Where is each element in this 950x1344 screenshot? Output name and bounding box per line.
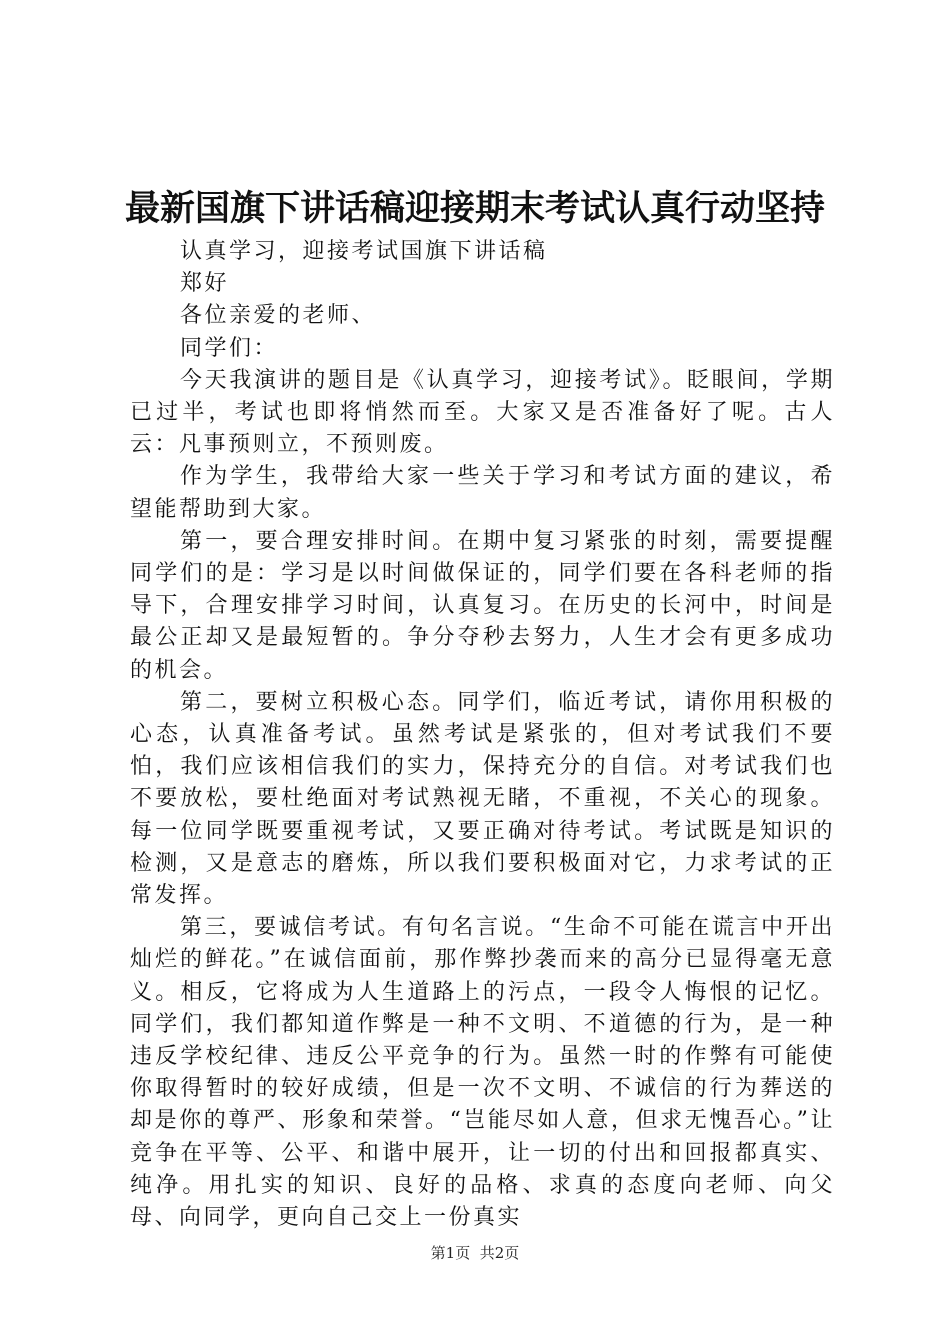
document-body bbox=[130, 236, 835, 1234]
author-paragraph: 郑好 bbox=[180, 271, 230, 297]
document-title: 最新国旗下讲话稿迎接期末考试认真行动坚持 bbox=[124, 188, 825, 229]
page-footer bbox=[0, 1243, 950, 1263]
intro-paragraph: 今天我演讲的题目是《认真学习，迎接考试》。眨眼间，学期已过半，考试也即将悄然而至。大家又是否准备好了呢。古人云：凡事预则立，不预则废。 bbox=[130, 367, 835, 458]
suggestion-intro-paragraph: 作为学生，我带给大家一些关于学习和考试方面的建议，希望能帮助到大家。 bbox=[130, 464, 835, 522]
greeting-teachers-paragraph: 各位亲爱的老师、 bbox=[180, 303, 377, 329]
subtitle-paragraph: 认真学习，迎接考试国旗下讲话稿 bbox=[180, 239, 548, 264]
greeting-students-paragraph: 同学们： bbox=[180, 335, 279, 361]
page-total: 共2页 bbox=[479, 1244, 520, 1262]
page-number: 第1页 bbox=[430, 1244, 471, 1262]
point-two-paragraph: 第二，要树立积极心态。同学们，临近考试，请你用积极的心态，认真准备考试。虽然考试是紧张的，但对考试我们不要怕，我们应该相信我们的实力，保持充分的自信。对考试我们也不要放松，要杜绝面对考试熟视无睹，不重视，不关心的现象。每一位同学既要重视考试，又要正确对待考试。考试既是知识的检测，又是意志的磨炼，所以我们要积极面对它，力求考试的正常发挥。 bbox=[130, 689, 835, 909]
point-three-paragraph: 第三，要诚信考试。有句名言说。“生命不可能在谎言中开出灿烂的鲜花。”在诚信面前，那作弊抄袭而来的高分已显得毫无意义。相反，它将成为人生道路上的污点，一段令人悔恨的记忆。同学们，我们都知道作弊是一种不文明、不道德的行为，是一种违反学校纪律、违反公平竞争的行为。虽然一时的作弊有可能使你取得暂时的较好成绩，但是一次不文明、不诚信的行为葬送的却是你的尊严、形象和荣誉。“岂能尽如人意，但求无愧吾心。”让竞争在平等、公平、和谐中展开，让一切的付出和回报都真实、纯净。用扎实的知识、良好的品格、求真的态度向老师、向父母、向同学，更向自己交上一份真实 bbox=[130, 915, 835, 1231]
point-one-paragraph: 第一，要合理安排时间。在期中复习紧张的时刻，需要提醒同学们的是：学习是以时间做保证的，同学们要在各科老师的指导下，合理安排学习时间，认真复习。在历史的长河中，时间是最公正却又是最短暂的。争分夺秒去努力，人生才会有更多成功的机会。 bbox=[130, 528, 835, 683]
